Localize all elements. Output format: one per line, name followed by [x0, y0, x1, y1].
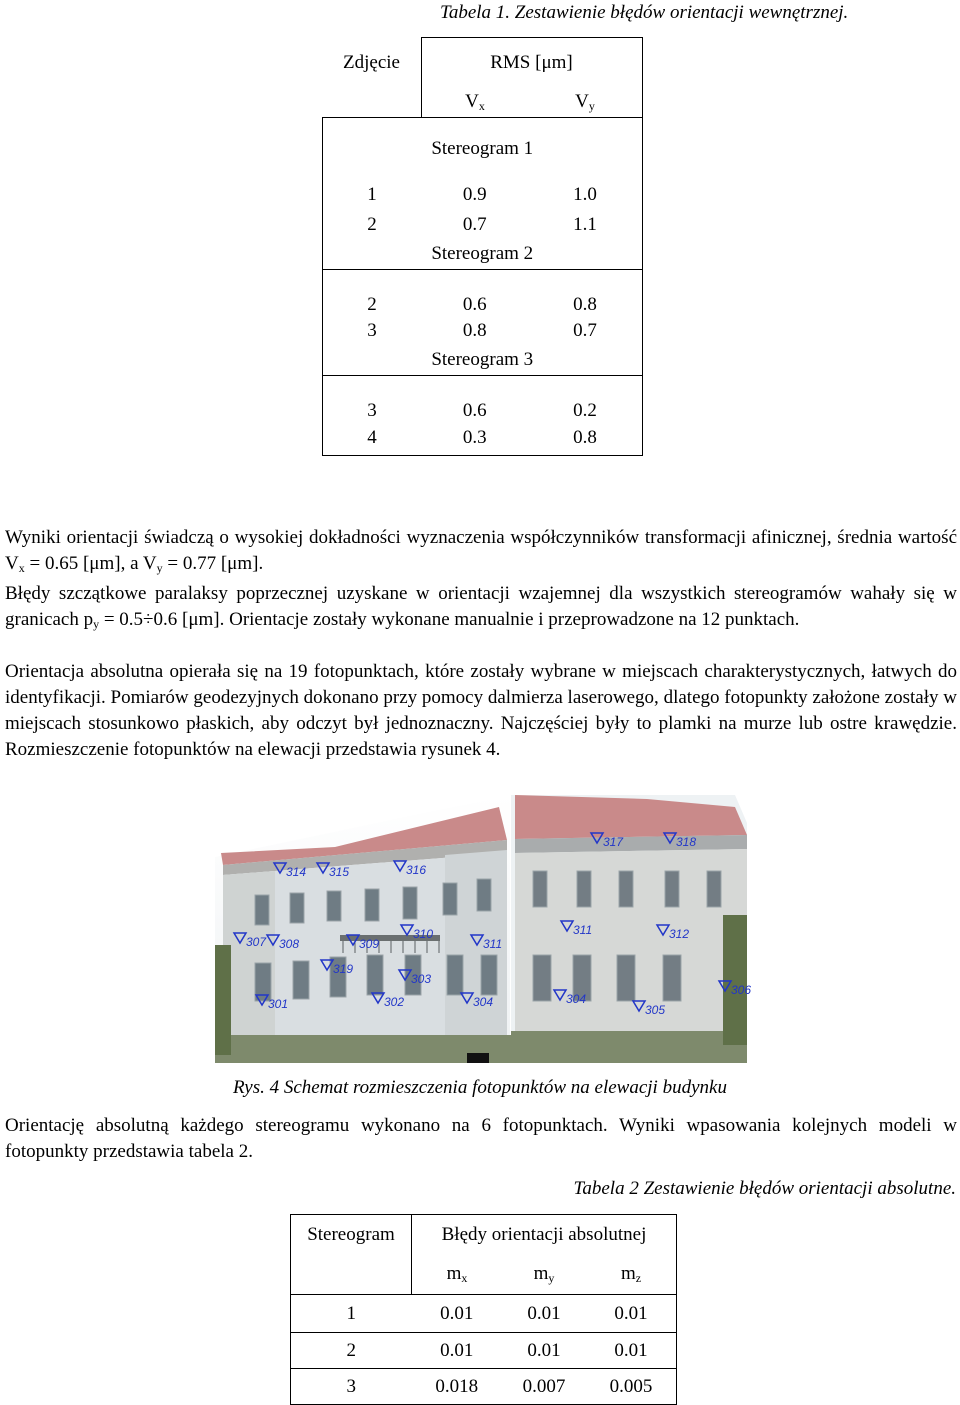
- facade-photo: [215, 795, 752, 1063]
- t1-header-photo: Zdjęcie: [343, 51, 400, 73]
- photopoint-label: 312: [669, 927, 690, 941]
- t1-group-title: Stereogram 2: [323, 240, 643, 270]
- table1: [322, 37, 643, 456]
- paragraph-1: Wyniki orientacji świadczą o wysokiej dokładności wyznaczenia współczynników transformacji afinicznej, średnia wartość $V_x = 0.65$ [μm], a $V_y = 0.77$ [μm].: [5, 527, 957, 575]
- photopoint-label: 309: [359, 937, 380, 951]
- t1-group-title: Stereogram 3: [323, 346, 643, 376]
- photopoint-label: 307: [246, 935, 267, 949]
- table-row: 1 0.9 1.0: [323, 180, 643, 210]
- table-row: 2 0.7 1.1: [323, 210, 643, 240]
- photopoint-label: 316: [406, 863, 427, 877]
- t1-header-rms: RMS [μm]: [421, 38, 642, 88]
- table-row: 2 0.6 0.8: [323, 270, 643, 316]
- figure-caption: Rys. 4 Schemat rozmieszczenia fotopunktów na elewacji budynku: [233, 1077, 727, 1098]
- table-row: 3 0.8 0.7: [323, 316, 643, 346]
- paragraph-3: Orientacja absolutna opierała się na 19 fotopunktach, które zostały wybrane w miejscach charakterystycznych, łatwych do identyfikacji. Pomiarów geodezyjnych dokonano przy pomocy dalmierza laserowego, dlatego fotopunkty założone zostały w miejscach stosunkowo płaskich, aby odczyt był jednoznaczny. Najczęściej były to plamki na murze lub ostre krawędzie. Rozmieszczenie fotopunktów na elewacji przedstawia rysunek 4.: [5, 661, 957, 760]
- photopoint-label: 319: [333, 962, 354, 976]
- t2-header-my: $m_y$: [533, 1263, 555, 1286]
- photopoint-label: 306: [731, 983, 752, 997]
- table2-caption: Tabela 2 Zestawienie błędów orientacji absolutne.: [573, 1178, 956, 1199]
- table-row: 1 0.01 0.01 0.01: [291, 1295, 677, 1333]
- photopoint-label: 302: [384, 995, 405, 1009]
- photopoint-label: 315: [329, 865, 350, 879]
- facade-figure: [215, 795, 752, 1063]
- t1-header-vy: $V_y$: [529, 88, 643, 118]
- t2-header-stereogram: Stereogram: [291, 1215, 412, 1255]
- table-row: 3 0.018 0.007 0.005: [291, 1369, 677, 1405]
- table-row: 4 0.3 0.8: [323, 422, 643, 456]
- photopoint-label: 303: [411, 972, 432, 986]
- photopoint-label: 304: [473, 995, 494, 1009]
- t2-header-mx: $m_x$: [446, 1263, 468, 1286]
- table-row: 2 0.01 0.01 0.01: [291, 1333, 677, 1369]
- photopoint-label: 317: [603, 835, 624, 849]
- table1-caption: Tabela 1. Zestawienie błędów orientacji wewnętrznej.: [440, 2, 849, 23]
- paragraph-2: Błędy szczątkowe paralaksy poprzecznej uzyskane w orientacji wzajemnej dla wszystkich stereogramów wahały się w granicach $p_y = 0.5\div 0.6$ [μm]. Orientacje zostały wykonane manualnie i przeprowadzone na 12 punktach.: [5, 583, 957, 631]
- photopoint-label: 311: [483, 937, 503, 951]
- photopoint-label: 311: [573, 923, 593, 937]
- paragraph-4: Orientację absolutną każdego stereogramu wykonano na 6 fotopunktach. Wyniki wpasowania kolejnych modeli w fotopunkty przedstawia tabela 2.: [5, 1115, 957, 1162]
- photopoint-label: 310: [413, 927, 434, 941]
- t1-group-title: Stereogram 1: [323, 118, 643, 180]
- t2-header-errors: Błędy orientacji absolutnej: [412, 1215, 677, 1255]
- photopoint-label: 301: [268, 997, 289, 1011]
- photopoint-label: 304: [566, 992, 587, 1006]
- photopoint-label: 318: [676, 835, 697, 849]
- photopoint-label: 314: [286, 865, 307, 879]
- t1-header-vx: $V_x$: [421, 88, 529, 118]
- table-row: 3 0.6 0.2: [323, 376, 643, 422]
- table2: [290, 1214, 677, 1405]
- photopoint-label: 305: [645, 1003, 666, 1017]
- t2-header-mz: $m_z$: [586, 1255, 677, 1295]
- photopoint-label: 308: [279, 937, 300, 951]
- right-photo: [511, 795, 747, 1063]
